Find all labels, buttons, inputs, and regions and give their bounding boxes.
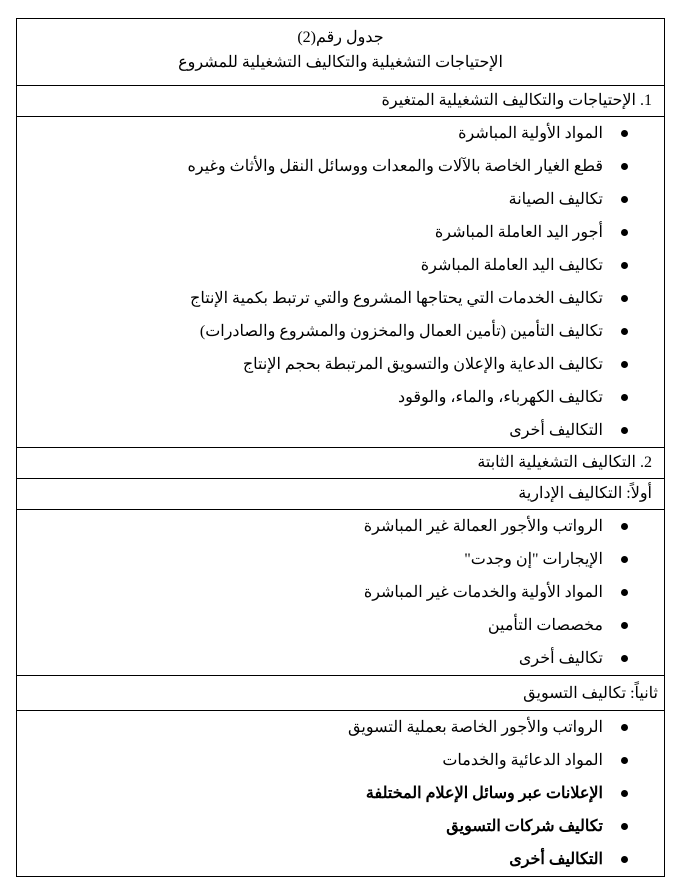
bullet-icon (621, 622, 628, 629)
section-1-heading: 1. الإحتياجات والتكاليف التشغيلية المتغيرة (381, 92, 652, 109)
bullet-icon (621, 295, 628, 302)
marketing-costs-heading: ثانياً: تكاليف التسويق (523, 685, 658, 702)
bullet-icon (621, 724, 628, 731)
table-title-cell (17, 19, 665, 86)
bullet-icon (621, 589, 628, 596)
operating-costs-table (16, 18, 665, 877)
list-item: تكاليف الكهرباء، والماء، والوقود (17, 381, 664, 414)
list-item: الإعلانات عبر وسائل الإعلام المختلفة (17, 777, 664, 810)
list-item: تكاليف اليد العاملة المباشرة (17, 249, 664, 282)
list-item: تكاليف الصيانة (17, 183, 664, 216)
bullet-icon (621, 328, 628, 335)
list-item: تكاليف شركات التسويق (17, 810, 664, 843)
admin-costs-list (17, 510, 664, 675)
list-item: الرواتب والأجور الخاصة بعملية التسويق (17, 711, 664, 744)
list-item: التكاليف أخرى (17, 843, 664, 876)
list-item: قطع الغيار الخاصة بالآلات والمعدات ووسائل النقل والأثاث وغيره (17, 150, 664, 183)
section-2-heading: 2. التكاليف التشغيلية الثابتة (477, 454, 652, 471)
list-item: تكاليف الخدمات التي يحتاجها المشروع والتي ترتبط بكمية الإنتاج (17, 282, 664, 315)
admin-costs-heading-cell (17, 479, 665, 510)
list-item: المواد الأولية والخدمات غير المباشرة (17, 576, 664, 609)
list-item: مخصصات التأمين (17, 609, 664, 642)
bullet-icon (621, 130, 628, 137)
bullet-icon (621, 427, 628, 434)
bullet-icon (621, 655, 628, 662)
bullet-icon (621, 856, 628, 863)
section-1-heading-cell (17, 86, 665, 117)
list-item: تكاليف أخرى (17, 642, 664, 675)
bullet-icon (621, 790, 628, 797)
section-1-list-cell (17, 117, 665, 448)
bullet-icon (621, 523, 628, 530)
marketing-costs-list-cell (17, 711, 665, 877)
bullet-icon (621, 262, 628, 269)
section-1-list (17, 117, 664, 447)
list-item: التكاليف أخرى (17, 414, 664, 447)
list-item: الرواتب والأجور العمالة غير المباشرة (17, 510, 664, 543)
admin-costs-heading: أولاً: التكاليف الإدارية (518, 485, 652, 502)
bullet-icon (621, 361, 628, 368)
table-title: الإحتياجات التشغيلية والتكاليف التشغيلية للمشروع (178, 54, 503, 71)
bullet-icon (621, 163, 628, 170)
admin-costs-list-cell (17, 510, 665, 676)
list-item: أجور اليد العاملة المباشرة (17, 216, 664, 249)
bullet-icon (621, 229, 628, 236)
list-item: المواد الدعائية والخدمات (17, 744, 664, 777)
table-number: جدول رقم(2) (297, 29, 384, 46)
bullet-icon (621, 394, 628, 401)
list-item: تكاليف التأمين (تأمين العمال والمخزون والمشروع والصادرات) (17, 315, 664, 348)
bullet-icon (621, 196, 628, 203)
list-item: المواد الأولية المباشرة (17, 117, 664, 150)
bullet-icon (621, 823, 628, 830)
marketing-costs-heading-cell (17, 676, 665, 711)
bullet-icon (621, 757, 628, 764)
bullet-icon (621, 556, 628, 563)
section-2-heading-cell (17, 448, 665, 479)
list-item: الإيجارات "إن وجدت" (17, 543, 664, 576)
marketing-costs-list (17, 711, 664, 876)
list-item: تكاليف الدعاية والإعلان والتسويق المرتبطة بحجم الإنتاج (17, 348, 664, 381)
